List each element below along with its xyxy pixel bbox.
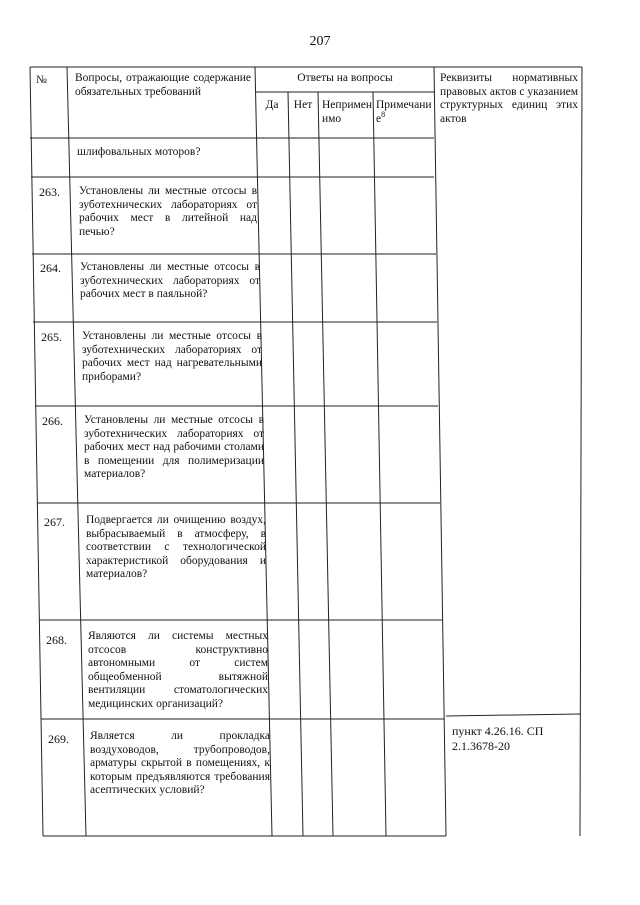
row-number: 264. [40,261,61,275]
header-references: Реквизиты нормативных правовых актов с указанием структурных единиц этих актов [440,72,578,125]
row-number: 263. [39,185,60,199]
page-number: 207 [309,34,331,49]
header-number: № [36,74,47,86]
header-question: Вопросы, отражающие содержание обязательных требований [75,72,251,98]
header-not-applicable: Неприменимо [322,99,373,125]
row-question: Является ли прокладка воздуховодов, трубопроводов, арматуры скрытой в помещениях, к которым предъявляются требования асептических условий? [90,730,270,796]
row-number: 265. [41,330,62,344]
row-question: шлифовальных моторов? [77,146,201,158]
row-question: Установлены ли местные отсосы в зуботехнических лабораториях от рабочих мест над рабочими столами в помещении для полимеризации материалов? [84,414,264,480]
header-answers: Ответы на вопросы [297,72,393,84]
row-number: 266. [42,414,63,428]
row-number: 268. [46,633,67,647]
row-references: пункт 4.26.16. СП 2.1.3678-20 [452,724,544,753]
row-number: 269. [48,732,69,746]
row-question: Являются ли системы местных отсосов конструктивно автономными от систем общеобменной вытяжной вентиляции стоматологических медицинских организаций? [88,630,268,710]
footnote-marker: 8 [381,109,386,119]
row-question: Установлены ли местные отсосы в зуботехнических лабораториях от рабочих мест над нагревательными приборами? [82,330,262,383]
header-note-label: Примечание [376,99,432,125]
header-note [376,99,432,126]
row-number: 267. [44,515,65,529]
header-no: Нет [293,99,313,111]
row-question: Установлены ли местные отсосы в зуботехнических лабораториях от рабочих мест в паяльной? [80,261,260,300]
header-yes: Да [265,99,279,111]
row-question: Подвергается ли очищению воздух, выбрасываемый в атмосферу, в соответствии с технологической характеристикой оборудования и материалов? [86,514,266,580]
row-question: Установлены ли местные отсосы в зуботехнических лабораториях от рабочих мест в литейной над печью? [79,185,257,238]
